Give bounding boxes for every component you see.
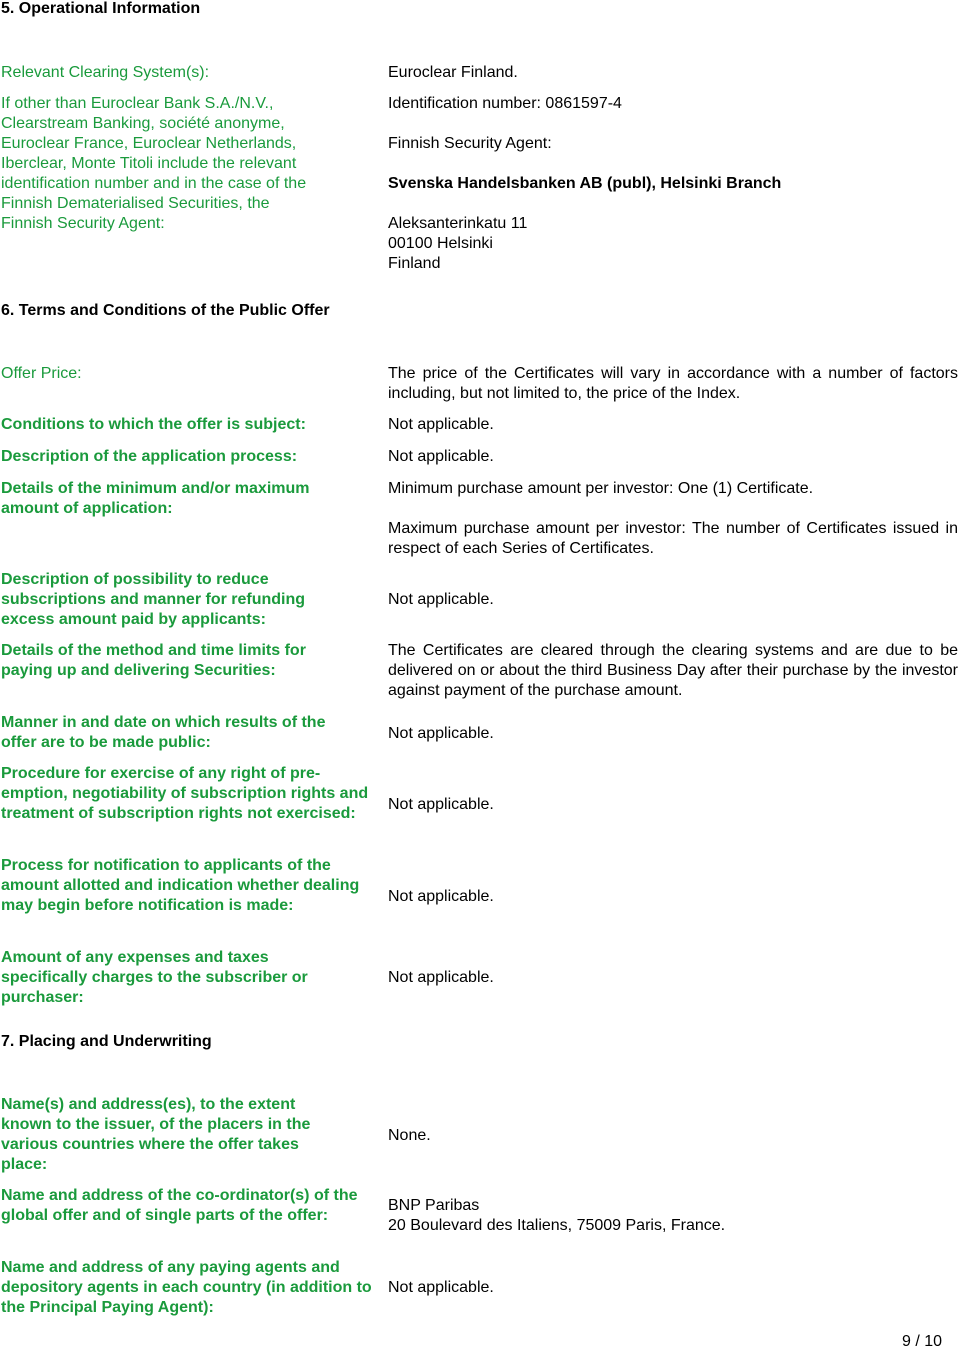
section-5-heading: 5. Operational Information: [1, 0, 201, 17]
maximum-purchase-value: Maximum purchase amount per investor: The number of Certificates issued in respect of each Series of Certificates.: [388, 520, 958, 557]
security-agent-label: Finnish Security Agent:: [388, 135, 552, 152]
pre-emption-label: Procedure for exercise of any right of pre-emption, negotiability of subscription rights and treatment of subscription rights not exercised:: [1, 765, 369, 822]
section-6-heading: 6. Terms and Conditions of the Public Offer: [1, 302, 330, 319]
address-line: Aleksanterinkatu 11: [388, 215, 528, 232]
reduce-subscriptions-value: Not applicable.: [388, 591, 494, 608]
placers-value: None.: [388, 1127, 431, 1144]
page-number: 9 / 10: [901, 1333, 942, 1350]
reduce-subscriptions-label: Description of possibility to reduce subscriptions and manner for refunding excess amount paid by applicants:: [1, 571, 306, 628]
paying-agents-label: Name and address of any paying agents and depository agents in each country (in addition to the Principal Paying Agent):: [1, 1259, 372, 1316]
security-agent-address: [388, 214, 958, 274]
pre-emption-value: Not applicable.: [388, 796, 494, 813]
other-clearing-label: [1, 94, 381, 234]
other-clearing-label-line: Finnish Dematerialised Securities, the: [1, 195, 270, 212]
conditions-label: Conditions to which the offer is subject:: [1, 416, 306, 433]
offer-price-value: The price of the Certificates will vary in accordance with a number of factors including, but not limited to, the price of the Index.: [388, 365, 958, 402]
other-clearing-label-line: Euroclear France, Euroclear Netherlands,: [1, 135, 297, 152]
application-process-label: Description of the application process:: [1, 448, 298, 465]
placers-label: Name(s) and address(es), to the extent known to the issuer, of the placers in the various countries where the offer takes place:: [1, 1096, 311, 1173]
expenses-taxes-label: Amount of any expenses and taxes specifically charges to the subscriber or purchaser:: [1, 949, 308, 1006]
other-clearing-label-line: Clearstream Banking, société anonyme,: [1, 115, 285, 132]
minimum-purchase-value: Minimum purchase amount per investor: One (1) Certificate.: [388, 480, 814, 497]
other-clearing-label-line: Iberclear, Monte Titoli include the relevant: [1, 155, 297, 172]
offer-price-label: Offer Price:: [1, 365, 82, 382]
results-public-label: Manner in and date on which results of the offer are to be made public:: [1, 714, 326, 751]
expenses-taxes-value: Not applicable.: [388, 969, 494, 986]
conditions-value: Not applicable.: [388, 416, 494, 433]
address-line: 00100 Helsinki: [388, 235, 493, 252]
identification-number: Identification number: 0861597-4: [388, 95, 622, 112]
section-7-heading: 7. Placing and Underwriting: [1, 1033, 212, 1050]
other-clearing-label-line: If other than Euroclear Bank S.A./N.V.,: [1, 95, 274, 112]
min-max-application-label: Details of the minimum and/or maximum amount of application:: [1, 480, 310, 517]
results-public-value: Not applicable.: [388, 725, 494, 742]
other-clearing-label-line: identification number and in the case of the: [1, 175, 307, 192]
coordinator-address: 20 Boulevard des Italiens, 75009 Paris, France.: [388, 1217, 726, 1234]
notification-label: Process for notification to applicants of the amount allotted and indication whether dealing may begin before notification is made:: [1, 857, 360, 914]
security-agent-name: Svenska Handelsbanken AB (publ), Helsinki Branch: [388, 175, 782, 192]
paying-delivering-label: Details of the method and time limits for paying up and delivering Securities:: [1, 642, 306, 679]
coordinator-label: Name and address of the co-ordinator(s) of the global offer and of single parts of the offer:: [1, 1187, 358, 1224]
paying-agents-value: Not applicable.: [388, 1279, 494, 1296]
clearing-system-label: Relevant Clearing System(s):: [1, 64, 210, 81]
notification-value: Not applicable.: [388, 888, 494, 905]
application-process-value: Not applicable.: [388, 448, 494, 465]
other-clearing-label-line: Finnish Security Agent:: [1, 215, 165, 232]
clearing-system-value: Euroclear Finland.: [388, 64, 518, 81]
paying-delivering-value: The Certificates are cleared through the clearing systems and are due to be delivered on or about the third Business Day after their purchase by the investor against payment of the purchase amount.: [388, 642, 958, 699]
coordinator-name: BNP Paribas: [388, 1197, 480, 1214]
address-line: Finland: [388, 255, 441, 272]
